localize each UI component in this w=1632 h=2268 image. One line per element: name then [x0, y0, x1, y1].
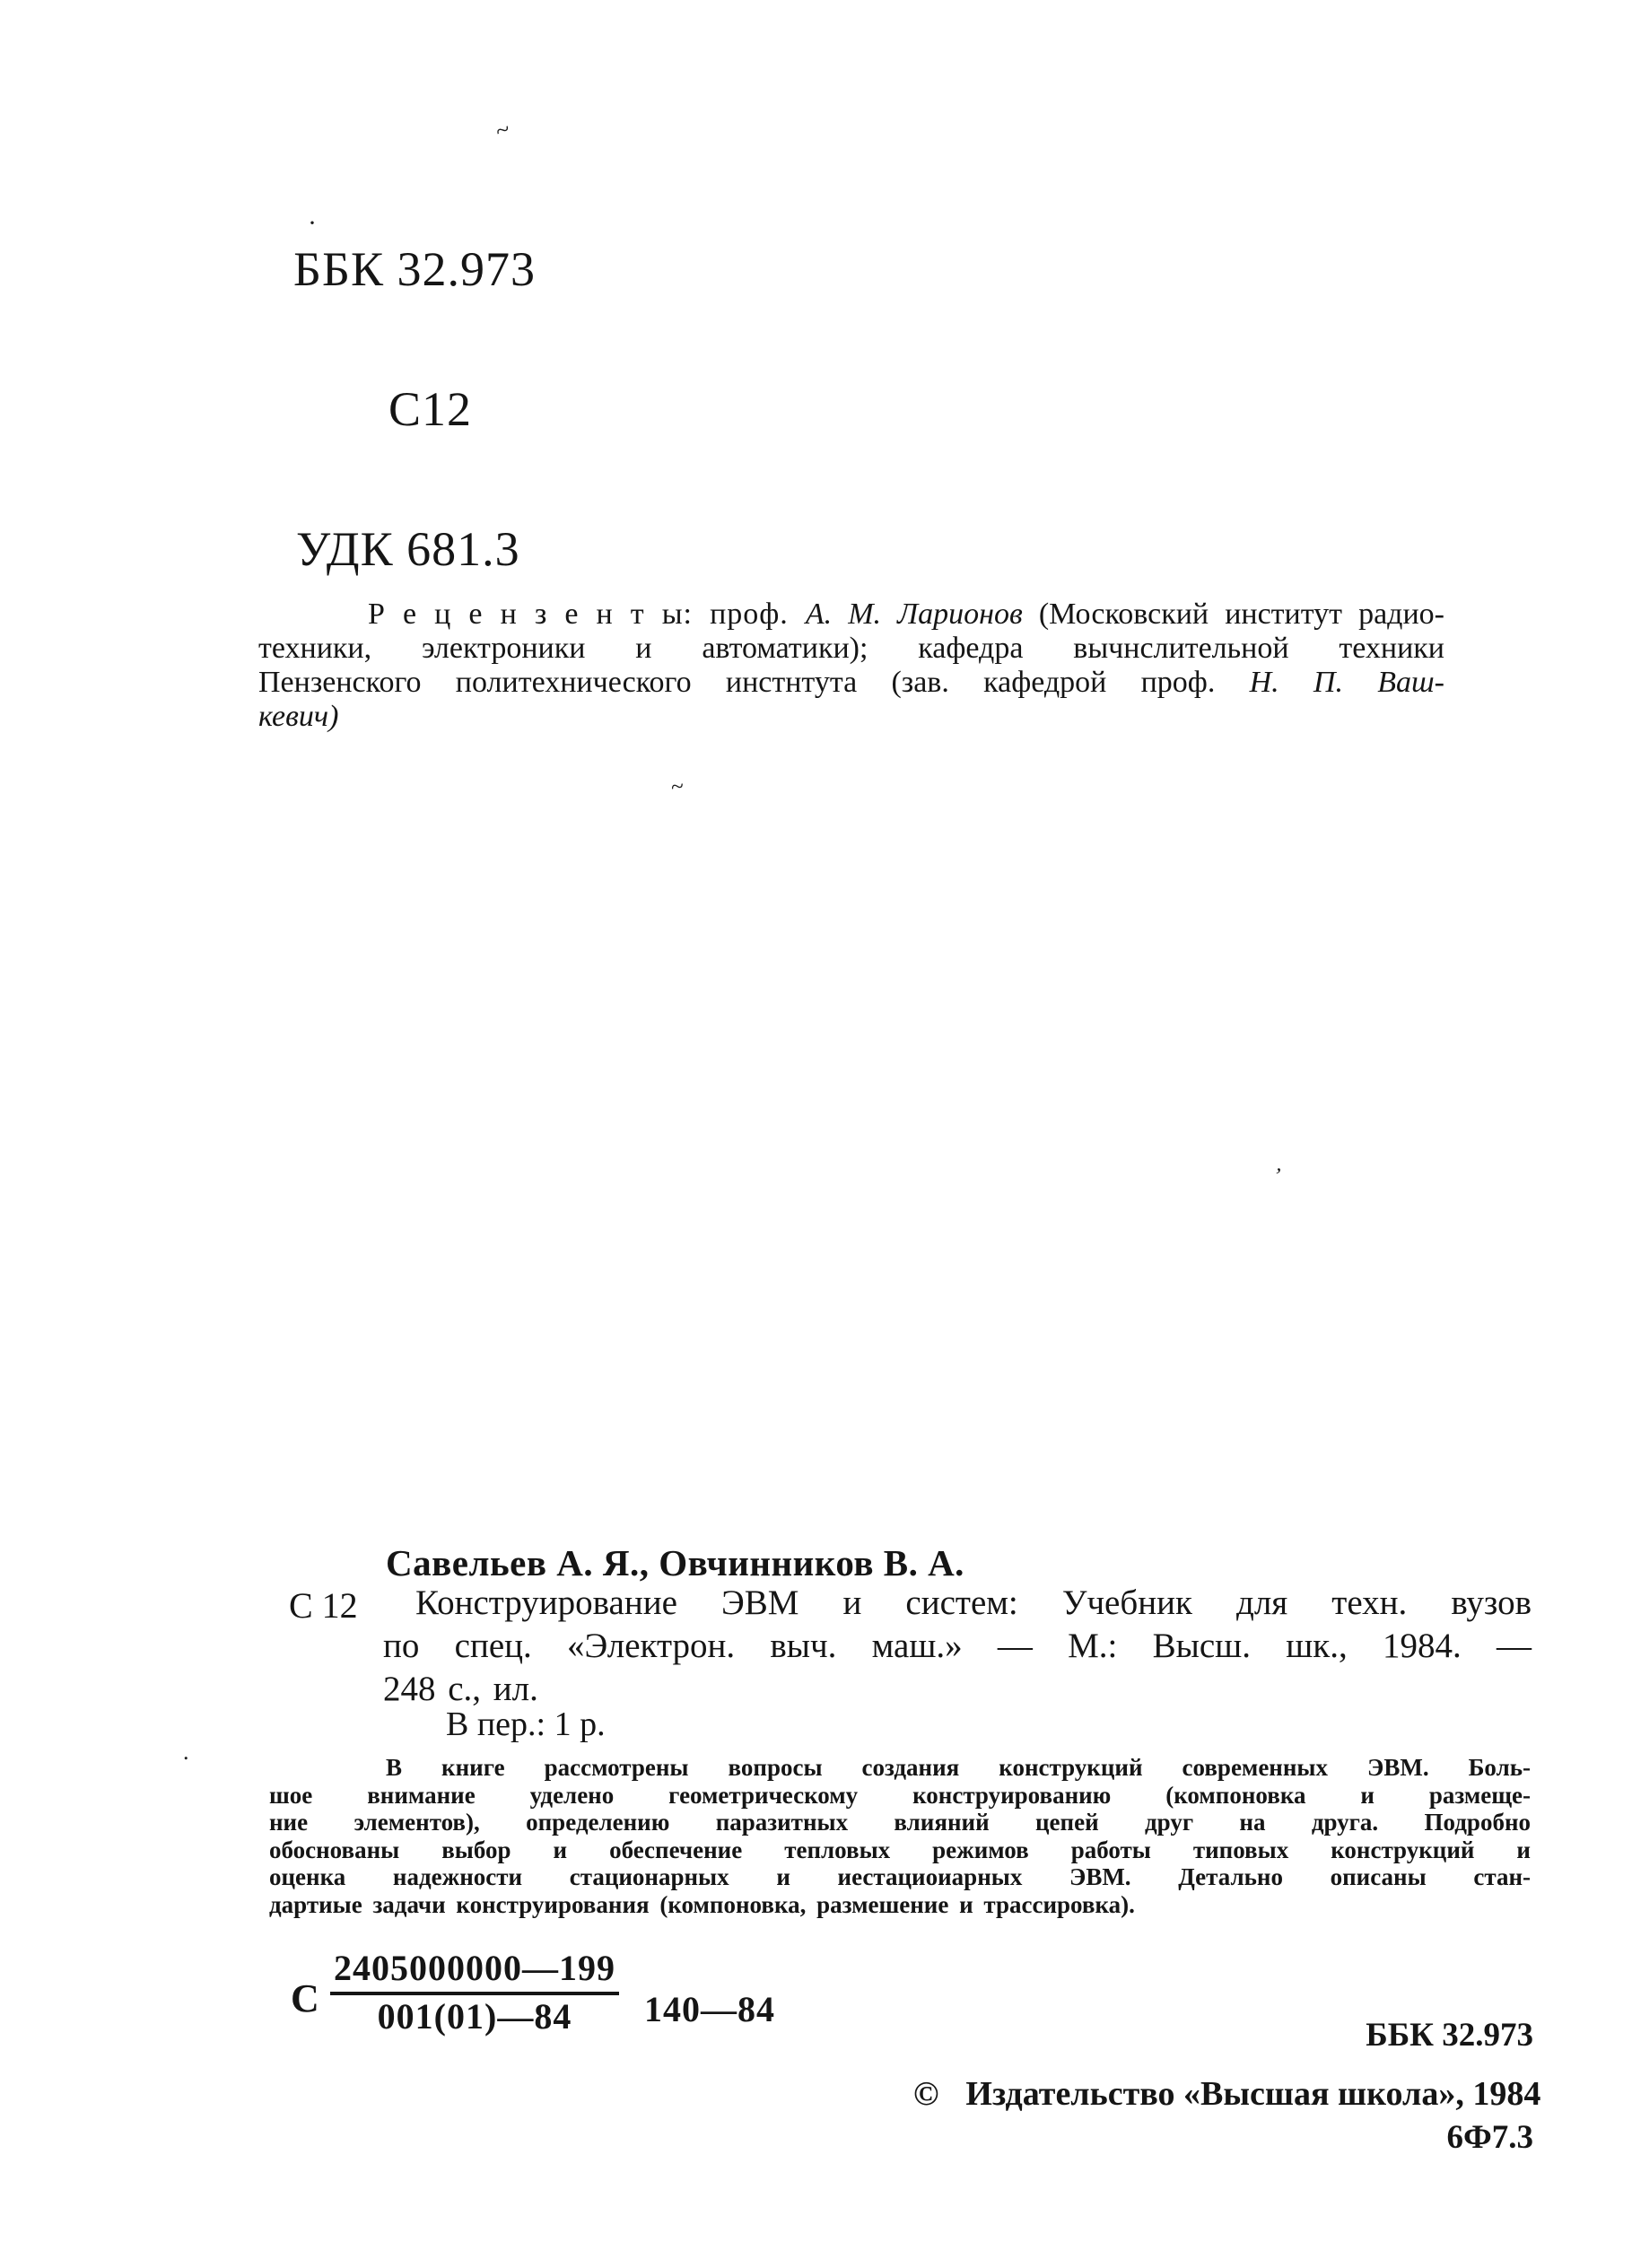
catalog-denominator: 001(01)—84 [377, 1996, 572, 2037]
catalog-numerator: 2405000000—199 [334, 1948, 615, 1988]
reviewers-line [258, 666, 1444, 700]
bibliographic-line: 248 с., ил. [383, 1670, 538, 1708]
udk-code: УДК 681.3 [296, 522, 520, 576]
authors-line: Савельев А. Я., Овчинников В. А. [386, 1542, 964, 1583]
reviewers-line [258, 700, 1444, 734]
bibliographic-line: Конструирование ЭВМ и систем: Учебник для техн. вузов [415, 1583, 1532, 1622]
fraction-rule [330, 1992, 619, 1995]
scan-speck: ~ [491, 115, 514, 146]
scan-speck: . [183, 1739, 189, 1765]
catalog-suffix: 140—84 [644, 1989, 775, 2029]
scan-speck: ~ [668, 772, 685, 800]
reviewers-text: Пензенского политехнического инстнтута (зав. кафедрой проф. [258, 666, 1250, 699]
bbk-code-bottom: ББК 32.973 [1366, 2017, 1533, 2054]
card-index-code: С 12 [289, 1585, 358, 1626]
reviewer-name: А. М. Ларионов [805, 598, 1023, 631]
annotation-line: обоснованы выбор и обеспечение тепловых режимов работы типовых конструкций и [269, 1836, 1531, 1863]
scan-speck: · [308, 208, 317, 238]
catalog-letter: С [291, 1976, 319, 2020]
catalog-number-fraction [330, 1949, 619, 2037]
annotation-line: В книге рассмотрены вопросы создания конструкций современных ЭВМ. Боль- [386, 1754, 1531, 1781]
author-sign-code: С12 [388, 382, 473, 436]
bibliographic-line: по спец. «Электрон. выч. маш.» — М.: Высш. шк., 1984. — [383, 1627, 1532, 1665]
annotation-line: дартиые задачи конструирования (компоновка, размешение и трассировка). [269, 1890, 1135, 1918]
reviewer-name: Н. П. Ваш- [1249, 666, 1444, 699]
bibliographic-description [383, 1582, 1532, 1711]
bbk-code: ББК 32.973 [293, 242, 537, 296]
annotation-line: оценка надежности стационарных и иестациоиарных ЭВМ. Детально описаны стан- [269, 1863, 1531, 1890]
annotation-line: ние элементов), определению паразитных влияний цепей друг на друга. Подробно [269, 1809, 1531, 1836]
reviewers-paragraph [258, 598, 1444, 734]
price-line: В пер.: 1 р. [446, 1705, 606, 1743]
annotation-paragraph [269, 1754, 1531, 1918]
reviewers-label: Р е ц е н з е н т ы: проф. [368, 598, 806, 631]
annotation-line: шое внимание уделено геометрическому конструированию (компоновка и размеще- [269, 1781, 1531, 1809]
reviewers-text: (Московский институт радио- [1022, 598, 1444, 631]
library-code: 6Ф7.3 [1446, 2119, 1533, 2156]
reviewers-line [258, 598, 1444, 632]
reviewers-line: техники, электроники и автоматики); кафедра вычнслительной техники [258, 632, 1444, 665]
copyright-text: Издательство «Высшая школа», 1984 [965, 2075, 1541, 2113]
scan-speck: ’ [1271, 1164, 1284, 1189]
top-classification-block [293, 153, 536, 666]
copyright-icon: © [913, 2075, 939, 2113]
reviewer-name: кевич) [258, 700, 339, 733]
copyright-line [913, 2074, 1540, 2114]
